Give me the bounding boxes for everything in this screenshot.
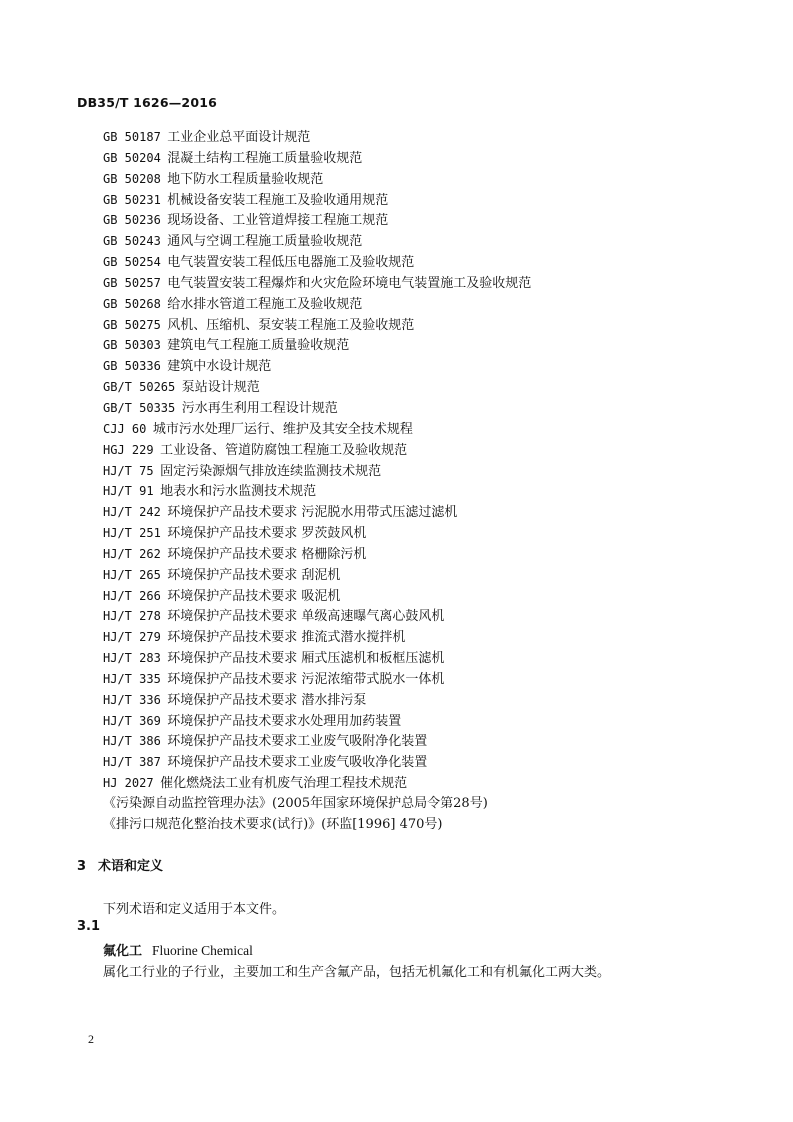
reference-code: HJ/T 278 <box>103 609 161 624</box>
reference-code: HJ/T 336 <box>103 692 161 707</box>
reference-title: 环境保护产品技术要求 格栅除污机 <box>167 546 367 562</box>
reference-item <box>103 669 531 690</box>
reference-item <box>103 794 531 815</box>
reference-code: HJ/T 75 <box>103 463 154 478</box>
reference-title: 风机、压缩机、泵安装工程施工及验收规范 <box>167 317 415 333</box>
section-heading <box>77 855 163 874</box>
reference-item <box>103 815 531 836</box>
section-title-text: 术语和定义 <box>98 859 164 874</box>
reference-title: 城市污水处理厂运行、维护及其安全技术规程 <box>152 421 413 437</box>
reference-item <box>103 627 531 648</box>
reference-code: HJ/T 386 <box>103 734 161 749</box>
reference-code: GB 50257 <box>103 275 161 290</box>
reference-item <box>103 273 531 294</box>
reference-item <box>103 461 531 482</box>
reference-item <box>103 315 531 336</box>
reference-title: 工业企业总平面设计规范 <box>167 130 311 145</box>
reference-code: GB 50303 <box>103 338 161 353</box>
reference-title: 污水再生利用工程设计规范 <box>181 400 338 416</box>
reference-title: 地下防水工程质量验收规范 <box>167 171 324 187</box>
reference-item <box>103 481 531 502</box>
reference-code: GB 50231 <box>103 192 161 207</box>
reference-title: 环境保护产品技术要求 单级高速曝气离心鼓风机 <box>167 609 445 625</box>
reference-item <box>103 440 531 461</box>
reference-item <box>103 294 531 315</box>
reference-title: 混凝土结构工程施工质量验收规范 <box>167 150 363 166</box>
term-number: 3.1 <box>77 919 101 934</box>
normative-references-list <box>103 127 531 836</box>
reference-title: 电气装置安装工程低压电器施工及验收规范 <box>167 255 415 271</box>
reference-item <box>103 606 531 627</box>
reference-title: 环境保护产品技术要求 吸泥机 <box>167 588 341 604</box>
reference-title: 电气装置安装工程爆炸和火灾危险环境电气装置施工及验收规范 <box>167 275 532 291</box>
reference-code: HJ/T 335 <box>103 671 161 686</box>
reference-code: HJ/T 265 <box>103 567 161 582</box>
reference-code: HJ/T 262 <box>103 546 161 561</box>
reference-item <box>103 648 531 669</box>
reference-item <box>103 169 531 190</box>
reference-title: 《污染源自动监控管理办法》(2005年国家环境保护总局令第28号) <box>103 796 488 811</box>
reference-item <box>103 127 531 148</box>
reference-item <box>103 335 531 356</box>
reference-title: 建筑中水设计规范 <box>167 359 272 375</box>
reference-title: 建筑电气工程施工质量验收规范 <box>167 338 350 354</box>
reference-title: 通风与空调工程施工质量验收规范 <box>167 234 363 250</box>
reference-item <box>103 419 531 440</box>
reference-item <box>103 210 531 231</box>
reference-code: CJJ 60 <box>103 421 147 436</box>
reference-code: GB 50208 <box>103 171 161 186</box>
reference-code: GB 50243 <box>103 234 161 249</box>
reference-item <box>103 773 531 794</box>
reference-item <box>103 502 531 523</box>
reference-item <box>103 523 531 544</box>
reference-item <box>103 731 531 752</box>
reference-item <box>103 544 531 565</box>
page-number: 2 <box>88 1032 94 1046</box>
reference-title: 环境保护产品技术要求 厢式压滤机和板框压滤机 <box>167 651 445 667</box>
reference-title: 环境保护产品技术要求 污泥浓缩带式脱水一体机 <box>167 671 445 687</box>
reference-code: GB/T 50335 <box>103 400 176 415</box>
reference-code: HJ 2027 <box>103 776 154 791</box>
reference-code: HJ/T 283 <box>103 651 161 666</box>
reference-item <box>103 356 531 377</box>
reference-code: HJ/T 242 <box>103 505 161 520</box>
term-name-zh: 氟化工 <box>103 944 143 959</box>
section-number: 3 <box>77 859 87 874</box>
reference-item <box>103 398 531 419</box>
reference-code: HGJ 229 <box>103 442 154 457</box>
reference-code: GB 50236 <box>103 213 161 228</box>
reference-code: GB 50275 <box>103 317 161 332</box>
reference-item <box>103 690 531 711</box>
reference-code: HJ/T 369 <box>103 713 161 728</box>
reference-item <box>103 252 531 273</box>
reference-title: 环境保护产品技术要求 罗茨鼓风机 <box>167 526 367 542</box>
reference-item <box>103 190 531 211</box>
reference-item <box>103 565 531 586</box>
reference-item <box>103 148 531 169</box>
reference-title: 固定污染源烟气排放连续监测技术规范 <box>160 463 382 479</box>
section-intro: 下列术语和定义适用于本文件。 <box>103 902 286 917</box>
term-name-en: Fluorine Chemical <box>152 943 253 958</box>
reference-code: GB/T 50265 <box>103 380 176 395</box>
term-definition: 属化工行业的子行业，主要加工和生产含氟产品，包括无机氟化工和有机氟化工两大类。 <box>103 965 611 980</box>
reference-title: 环境保护产品技术要求 推流式潜水搅拌机 <box>167 630 406 646</box>
reference-code: HJ/T 251 <box>103 526 161 541</box>
reference-title: 机械设备安装工程施工及验收通用规范 <box>167 192 389 208</box>
reference-code: HJ/T 279 <box>103 630 161 645</box>
reference-code: GB 50268 <box>103 296 161 311</box>
reference-code: HJ/T 387 <box>103 755 161 770</box>
reference-code: HJ/T 91 <box>103 484 154 499</box>
reference-title: 环境保护产品技术要求工业废气吸附净化装置 <box>167 734 428 750</box>
document-id-header: DB35/T 1626—2016 <box>77 95 218 110</box>
reference-code: GB 50204 <box>103 150 161 165</box>
reference-item <box>103 711 531 732</box>
reference-code: HJ/T 266 <box>103 588 161 603</box>
term-name <box>103 940 253 959</box>
reference-title: 工业设备、管道防腐蚀工程施工及验收规范 <box>160 442 408 458</box>
reference-title: 催化燃烧法工业有机废气治理工程技术规范 <box>160 776 408 792</box>
reference-code: GB 50187 <box>103 130 161 144</box>
reference-code: GB 50336 <box>103 359 161 374</box>
reference-title: 环境保护产品技术要求工业废气吸收净化装置 <box>167 755 428 771</box>
reference-item <box>103 377 531 398</box>
reference-code: GB 50254 <box>103 255 161 270</box>
reference-title: 给水排水管道工程施工及验收规范 <box>167 296 363 312</box>
reference-title: 地表水和污水监测技术规范 <box>160 484 317 500</box>
reference-title: 环境保护产品技术要求 潜水排污泵 <box>167 692 367 708</box>
reference-title: 环境保护产品技术要求水处理用加药装置 <box>167 713 402 729</box>
reference-title: 《排污口规范化整治技术要求(试行)》(环监[1996] 470号) <box>103 816 443 832</box>
reference-title: 泵站设计规范 <box>181 380 260 396</box>
reference-item <box>103 231 531 252</box>
reference-title: 环境保护产品技术要求 污泥脱水用带式压滤过滤机 <box>167 505 458 521</box>
reference-item <box>103 586 531 607</box>
reference-title: 环境保护产品技术要求 刮泥机 <box>167 567 341 583</box>
reference-title: 现场设备、工业管道焊接工程施工规范 <box>167 213 389 229</box>
reference-item <box>103 752 531 773</box>
